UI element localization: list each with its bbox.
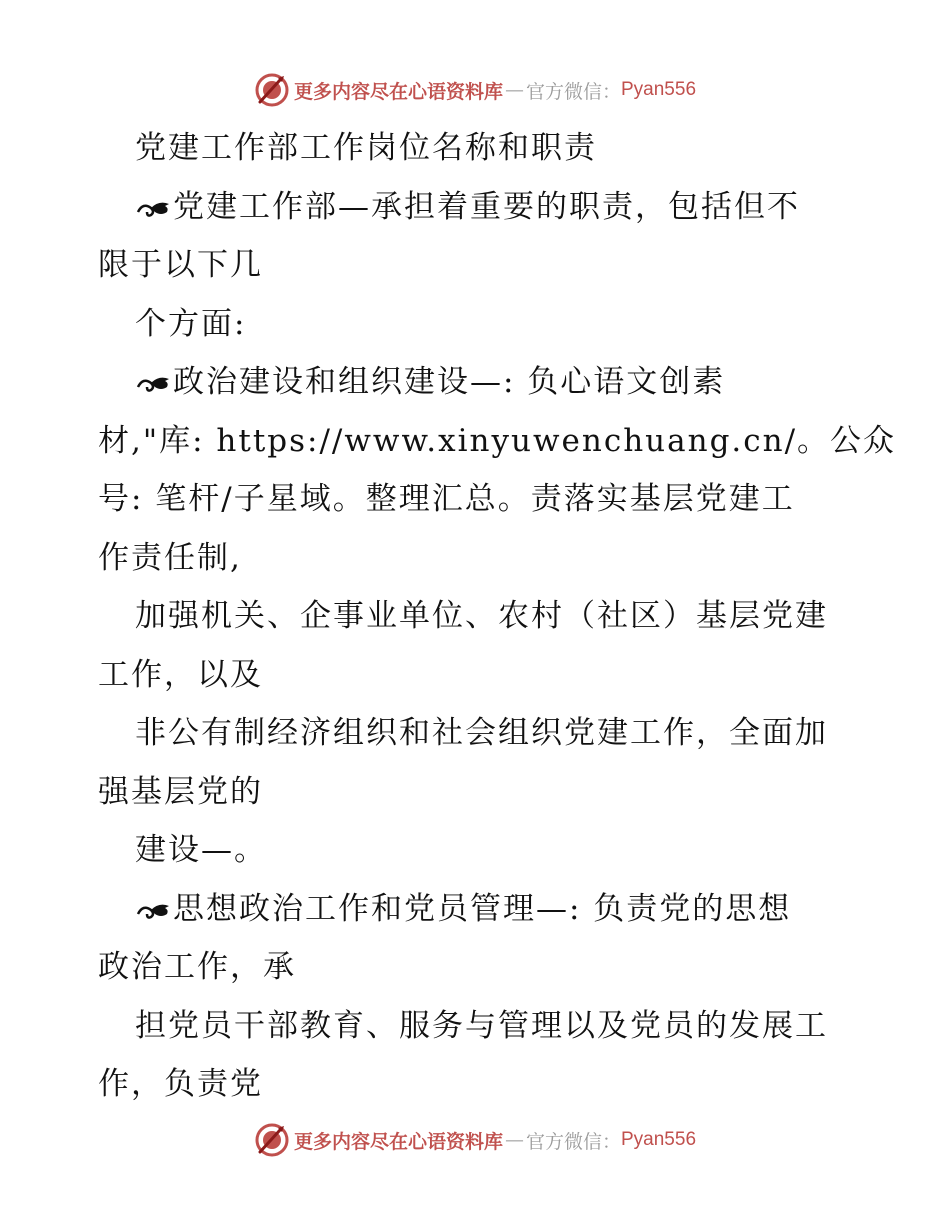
paragraph-line: 担党员干部教育、服务与管理以及党员的发展工	[135, 1007, 828, 1044]
paragraph-line: 强基层党的	[98, 773, 263, 810]
watermark-wechat-label: 官方微信：	[525, 1130, 621, 1153]
paragraph-line: 个方面:	[135, 305, 247, 342]
swirl-bullet-icon	[135, 198, 173, 220]
watermark-wechat-id: Pyan556	[621, 1129, 697, 1150]
watermark-dash: —	[504, 79, 524, 101]
paragraph-line: 政治工作，承	[98, 949, 296, 985]
paragraph-line: 作责任制,	[98, 539, 242, 576]
page-title: 党建工作部工作岗位名称和职责	[135, 130, 597, 166]
paragraph-line: 党建工作部—承担着重要的职责，包括但不	[98, 178, 858, 237]
paragraph-line: 作，负责党	[98, 1066, 263, 1102]
footer-watermark	[0, 1120, 950, 1160]
paragraph-line: 材,"库: https://www.xinyuwenchuang.cn/。公众	[98, 422, 897, 459]
paragraph-line: 工作，以及	[98, 656, 263, 693]
paragraph-line: 建设—。	[135, 832, 267, 868]
brush-logo-icon	[254, 1122, 290, 1158]
watermark-wechat-label: 官方微信：	[525, 80, 621, 103]
swirl-bullet-icon	[135, 900, 173, 922]
paragraph-line: 政治建设和组织建设—: 负心语文创素	[98, 353, 858, 412]
document-body	[98, 119, 897, 1114]
watermark-text: 更多内容尽在心语资料库	[293, 1130, 503, 1153]
watermark-wechat-id: Pyan556	[621, 79, 697, 100]
header-watermark	[0, 70, 950, 110]
paragraph-line: 非公有制经济组织和社会组织党建工作，全面加	[135, 715, 828, 751]
watermark-text: 更多内容尽在心语资料库	[293, 80, 503, 103]
brush-logo-icon	[254, 72, 290, 108]
swirl-bullet-icon	[135, 373, 173, 395]
paragraph-line: 加强机关、企事业单位、农村（社区）基层党建	[135, 598, 828, 634]
paragraph-line: 号: 笔杆/子星域。整理汇总。责落实基层党建工	[98, 481, 795, 517]
paragraph-line: 思想政治工作和党员管理—: 负责党的思想	[98, 880, 858, 939]
watermark-dash: —	[504, 1129, 524, 1151]
paragraph-line: 限于以下几	[98, 247, 263, 283]
